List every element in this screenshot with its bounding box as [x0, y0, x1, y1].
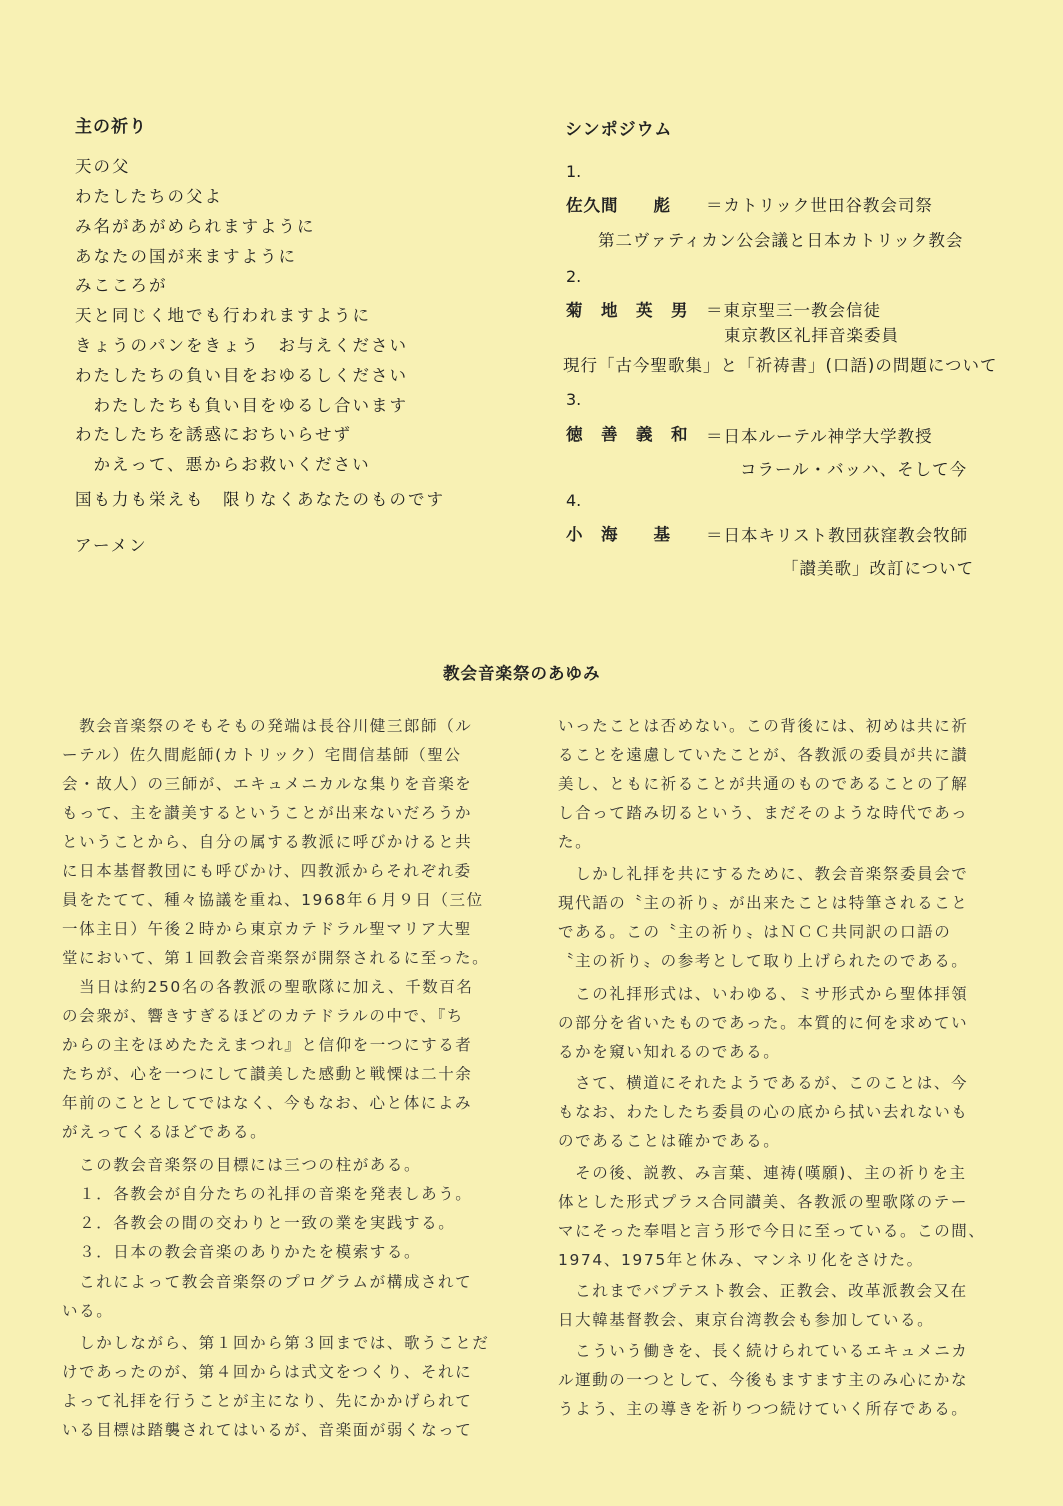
paragraph-line: しかしながら、第１回から第３回までは、歌うことだ: [62, 1334, 490, 1352]
paragraph-line: 教会音楽祭のそもそもの発端は長谷川健三郎師（ル: [62, 717, 473, 735]
speaker-name: 徳 善 義 和: [566, 425, 689, 444]
paragraph-line: この教会音楽祭の目標には三つの柱がある。: [62, 1156, 422, 1174]
prayer-line: わたしたちも負い目をゆるし合います: [75, 396, 408, 415]
paragraph-line: の会衆が、響きすぎるほどのカテドラルの中で、『ち: [62, 1007, 464, 1025]
paragraph-line: さて、横道にそれたようであるが、このことは、今: [558, 1074, 969, 1092]
paragraph-line: 〝主の祈り〟の参考として取り上げられたのである。: [558, 952, 969, 970]
paragraph-line: である。この〝主の祈り〟はＮＣＣ共同訳の口語の: [558, 923, 952, 941]
prayer-line: わたしたちの父よ: [75, 187, 223, 206]
paragraph-line: マにそった奉唱と言う形で今日に至っている。この間、: [558, 1222, 986, 1240]
prayer-line: 国も力も栄えも 限りなくあなたのものです: [75, 490, 445, 509]
prayer-line: 天と同じく地でも行われますように: [75, 306, 371, 325]
symposium-number: 1.: [566, 162, 582, 181]
paragraph-line: もなお、わたしたち委員の心の底から拭い去れないも: [558, 1103, 969, 1121]
speaker-name: 菊 地 英 男: [566, 301, 689, 320]
prayer-line: 天の父: [75, 157, 131, 176]
paragraph-line: いる目標は踏襲されてはいるが、音楽面が弱くなって: [62, 1421, 473, 1439]
paragraph-line: 一体主日）午後２時から東京カテドラル聖マリア大聖: [62, 920, 472, 938]
speaker-topic: 第二ヴァティカン公会議と日本カトリック教会: [598, 231, 964, 250]
prayer-line: あなたの国が来ますように: [75, 247, 297, 266]
paragraph-line: １．各教会が自分たちの礼拝の音楽を発表しあう。: [62, 1185, 473, 1203]
speaker-role: ＝日本ルーテル神学大学教授: [706, 427, 933, 446]
speaker-role: ＝日本キリスト教団荻窪教会牧師: [706, 526, 969, 545]
prayer-line: わたしたちの負い目をおゆるしください: [75, 366, 408, 385]
paragraph-line: これまでバプテスト教会、正教会、改革派教会又在: [558, 1282, 968, 1300]
prayer-line: かえって、悪からお救いください: [75, 455, 371, 474]
paragraph-line: 体とした形式プラス合同讃美、各教派の聖歌隊のテー: [558, 1193, 968, 1211]
paragraph-line: 美し、ともに祈ることが共通のものであることの了解: [558, 775, 969, 793]
speaker-topic: 「讃美歌」改訂について: [782, 559, 975, 578]
paragraph-line: 現代語の〝主の祈り〟が出来たことは特筆されること: [558, 894, 969, 912]
paragraph-line: 1974、1975年と休み、マンネリ化をさけた。: [558, 1251, 924, 1269]
speaker-name: 佐久間 彪: [566, 196, 671, 215]
paragraph-line: うよう、主の導きを祈りつつ続けていく所存である。: [558, 1400, 969, 1418]
paragraph-line: ３．日本の教会音楽のありかたを模索する。: [62, 1243, 422, 1261]
paragraph-line: その後、説教、み言葉、連祷(嘆願)、主の祈りを主: [558, 1164, 967, 1182]
paragraph-line: ２．各教会の間の交わりと一致の業を実践する。: [62, 1214, 456, 1232]
paragraph-line: からの主をほめたたえまつれ』と信仰を一つにする者: [62, 1036, 473, 1054]
history-title: 教会音楽祭のあゆみ: [443, 664, 601, 683]
paragraph-line: るかを窺い知れるのである。: [558, 1043, 781, 1061]
paragraph-line: 当日は約250名の各教派の聖歌隊に加え、千数百名: [62, 978, 474, 996]
speaker-role-secondary: 東京教区礼拝音楽委員: [724, 326, 899, 345]
paragraph-line: ーテル）佐久間彪師(カトリック）宅間信基師（聖公: [62, 746, 462, 764]
paragraph-line: ることを遠慮していたことが、各教派の委員が共に讃: [558, 746, 969, 764]
speaker-role: ＝東京聖三一教会信徒: [706, 301, 881, 320]
symposium-number: 3.: [566, 390, 582, 409]
speaker-topic: 現行「古今聖歌集」と「祈祷書」(口語)の問題について: [563, 356, 998, 375]
paragraph-line: 日大韓基督教会、東京台湾教会も参加している。: [558, 1311, 935, 1329]
prayer-line: み名があがめられますように: [75, 217, 316, 236]
paragraph-line: ということから、自分の属する教派に呼びかけると共: [62, 833, 473, 851]
paragraph-line: 年前のこととしてではなく、今もなお、心と体によみ: [62, 1094, 473, 1112]
prayer-line: わたしたちを誘惑におちいらせず: [75, 425, 353, 444]
paragraph-line: た。: [558, 833, 593, 851]
paragraph-line: し合って踏み切るという、まだそのような時代であっ: [558, 804, 969, 822]
prayer-line: みこころが: [75, 276, 168, 295]
paragraph-line: に日本基督教団にも呼びかけ、四教派からそれぞれ委: [62, 862, 472, 880]
symposium-title: シンポジウム: [565, 120, 673, 140]
paragraph-line: 堂において、第１回教会音楽祭が開祭されるに至った。: [62, 949, 490, 967]
paragraph-line: 会・故人）の三師が、エキュメニカルな集りを音楽を: [62, 775, 473, 793]
prayer-title: 主の祈り: [75, 117, 147, 137]
paragraph-line: たちが、心を一つにして讃美した感動と戦慄は二十余: [62, 1065, 473, 1083]
paragraph-line: けであったのが、第４回からは式文をつくり、それに: [62, 1363, 473, 1381]
paragraph-line: よって礼拝を行うことが主になり、先にかかげられて: [62, 1392, 473, 1410]
speaker-role: ＝カトリック世田谷教会司祭: [706, 196, 933, 215]
symposium-number: 4.: [566, 491, 582, 510]
speaker-name: 小 海 基: [566, 525, 671, 544]
paragraph-line: がえってくるほどである。: [62, 1123, 268, 1141]
paragraph-line: の部分を省いたものであった。本質的に何を求めてい: [558, 1014, 969, 1032]
paragraph-line: のであることは確かである。: [558, 1132, 781, 1150]
paragraph-line: これによって教会音楽祭のプログラムが構成されて: [62, 1273, 473, 1291]
symposium-number: 2.: [566, 267, 582, 286]
paragraph-line: しかし礼拝を共にするために、教会音楽祭委員会で: [558, 865, 969, 883]
paragraph-line: ル運動の一つとして、今後もますます主のみ心にかな: [558, 1371, 969, 1389]
paragraph-line: この礼拝形式は、いわゆる、ミサ形式から聖体拝領: [558, 985, 969, 1003]
prayer-amen: アーメン: [75, 536, 148, 555]
paragraph-line: いる。: [62, 1302, 114, 1320]
paragraph-line: 員をたてて、種々協議を重ね、1968年６月９日（三位: [62, 891, 484, 909]
paragraph-line: もって、主を讃美するということが出来ないだろうか: [62, 804, 473, 822]
paragraph-line: こういう働きを、長く続けられているエキュメニカ: [558, 1342, 969, 1360]
paragraph-line: いったことは否めない。この背後には、初めは共に祈: [558, 717, 969, 735]
speaker-topic: コラール・バッハ、そして今: [740, 460, 968, 479]
prayer-line: きょうのパンをきょう お与えください: [75, 336, 408, 355]
